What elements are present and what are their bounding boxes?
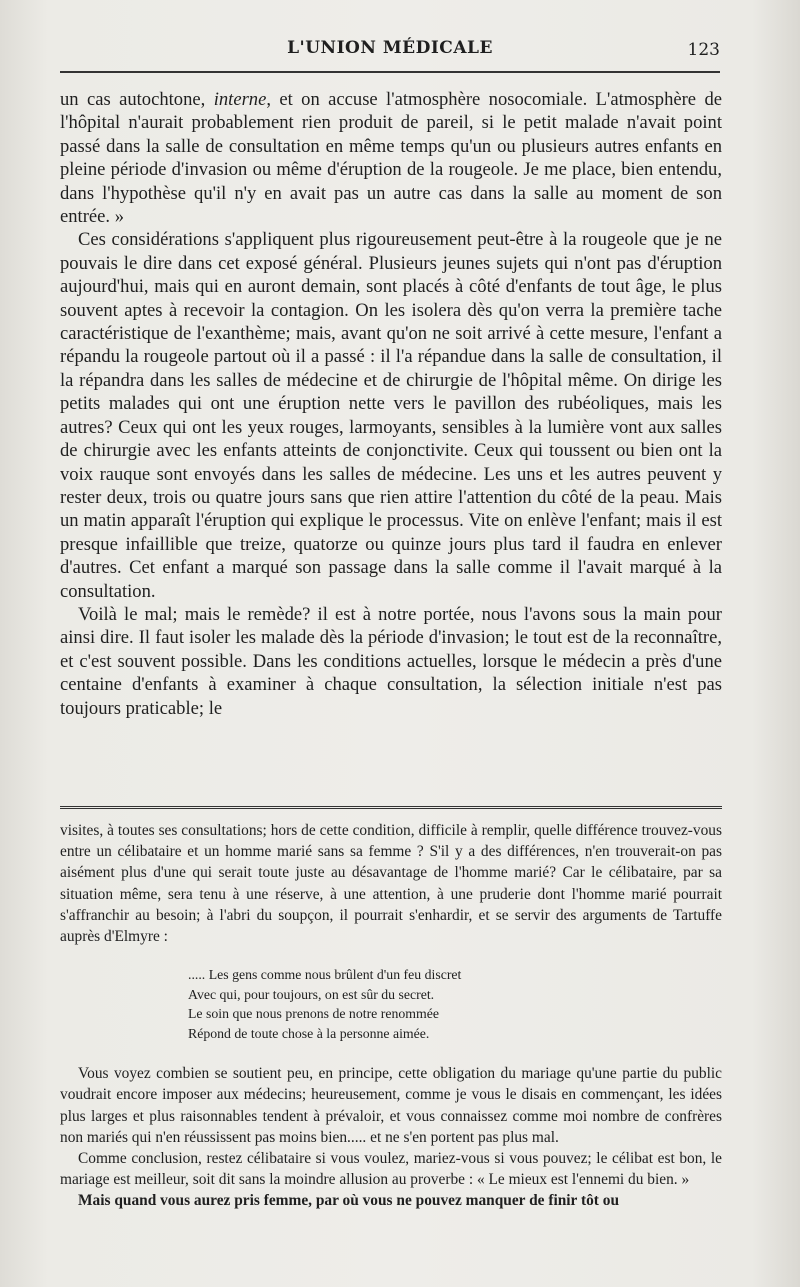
header-rule (60, 71, 720, 73)
verse-line-2: Avec qui, pour toujours, on est sûr du secret. (188, 986, 435, 1002)
body-paragraph-3: Voilà le mal; mais le remède? il est à notre portée, nous l'avons sous la main pour ainsi dire. Il faut isoler les malade dès la période d'invasion; le tout est de la reconnaître, et c'est souvent possible. Dans les conditions actuelles, lorsque le médecin a près d'une centaine d'enfants à examiner à chaque consultation, la sélection initiale n'est pas toujours praticable; le (60, 603, 722, 719)
body-paragraph-2: Ces considérations s'appliquent plus rigoureusement peut-être à la rougeole que je ne pouvais le dire dans cet exposé général. Plusieurs jeunes sujets qui n'ont pas d'éruption aujourd'hui, mais qui en auront demain, sont placés à côté d'enfants de tout âge, le plus souvent aptes à recevoir la contagion. On les isolera dès qu'on verra la première tache caractéristique de l'exanthème; mais, avant qu'on ne soit arrivé à cette mesure, l'enfant a répandu la rougeole partout où il a passé : il l'a répandue dans la salle de consultation, il la répandra dans les salles de médecine et de chirurgie de l'hôpital même. On dirige les petits malades qui ont une éruption nette vers le pavillon des rubéoliques, mais les autres? Ceux qui ont les yeux rouges, larmoyants, sensibles à la lumière vont aux salles de chirurgie avec les enfants atteints de conjonctivite. Ceux qui toussent ou bien ont la voix rauque sont envoyés dans les salles de médecine. Les uns et les autres peuvent y rester deux, trois ou quatre jours sans que rien attire l'attention du côté de la peau. Mais un matin apparaît l'éruption qui explique le processus. Vite on enlève l'enfant; mais il est presque infaillible que treize, quatorze ou quinze jours plus tard il faudra en enlever d'autres. Cet enfant a marqué son passage dans la salle comme il l'avait marqué à la consultation. (60, 229, 722, 602)
footnote-paragraph-2: Vous voyez combien se soutient peu, en principe, cette obligation du mariage qu'une partie du public voudrait encore imposer aux médecins; heureusement, comme je vous le disais en commençant, les idées plus larges et plus raisonnables tendent à prévaloir, et vous connaissez comme moi nombre de confrères non mariés qui n'en réussissent pas moins bien..... et ne s'en portent pas plus mal. (60, 1065, 722, 1146)
verse-line-4: Répond de toute chose à la personne aimée. (188, 1025, 430, 1041)
page-header (60, 38, 720, 74)
footnote-separator (60, 806, 722, 811)
verse-line-1: ..... Les gens comme nous brûlent d'un feu discret (188, 967, 462, 983)
verse-quotation (188, 965, 722, 1043)
verse-line-3: Le soin que nous prenons de notre renommée (188, 1006, 439, 1022)
page-number: 123 (687, 40, 720, 60)
italic-term: interne (213, 89, 267, 110)
main-text (60, 88, 722, 720)
footnote (60, 820, 722, 1212)
running-title: L'UNION MÉDICALE (287, 38, 493, 58)
footnote-paragraph-3: Comme conclusion, restez célibataire si vous voulez, mariez-vous si vous pouvez; le célibat est bon, le mariage est meilleur, soit dit sans la moindre allusion au proverbe : « Le mieux est l'ennemi du bien. » (60, 1150, 722, 1189)
body-paragraph-1: un cas autochtone, interne, et on accuse l'atmosphère nosocomiale. L'atmosphère de l'hôpital n'aurait probablement rien produit de pareil, si le petit malade n'avait point passé dans la salle de consultation en même temps qu'un ou plusieurs autres enfants en pleine période d'invasion ou même d'éruption de la rougeole. Je me place, bien entendu, dans l'hypothèse qu'il n'y en avait pas un autre cas dans la salle au moment de son entrée. » (60, 89, 722, 228)
footnote-paragraph-1: visites, à toutes ses consultations; hors de cette condition, difficile à remplir, quelle différence trouvez-vous entre un célibataire et un homme marié sans sa femme ? S'il y a des différences, n'en trouverait-on pas aisément plus d'une qui serait toute juste au désavantage de l'homme marié? Car le célibataire, par sa situation même, sera tenu à une réserve, à une attention, à une pruderie dont l'homme marié pourrait s'affranchir au besoin; à l'abri du soupçon, il pourrait s'enhardir, et se servir des arguments de Tartuffe auprès d'Elmyre : (60, 822, 722, 946)
footnote-paragraph-4: Mais quand vous aurez pris femme, par où vous ne pouvez manquer de finir tôt ou (78, 1192, 620, 1210)
